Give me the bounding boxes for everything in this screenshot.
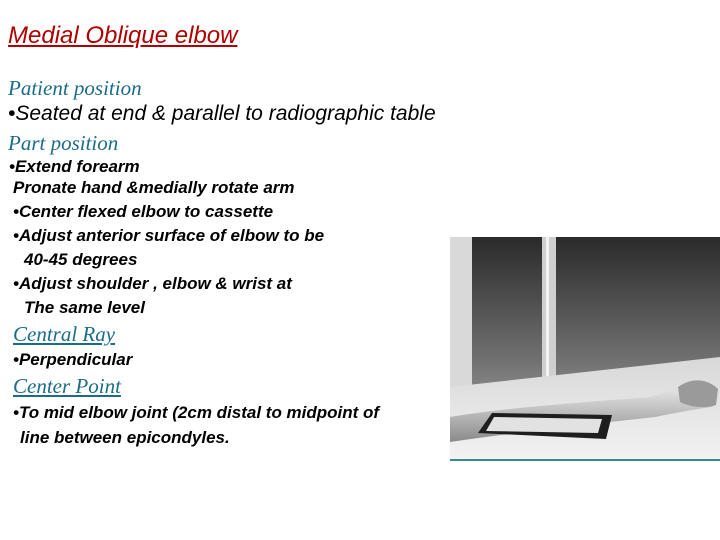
elbow-positioning-photo bbox=[450, 237, 720, 461]
part-position-line: Pronate hand &medially rotate arm bbox=[13, 178, 295, 197]
part-position-line: 40-45 degrees bbox=[24, 250, 138, 269]
center-point-line: line between epicondyles. bbox=[20, 428, 230, 447]
elbow-positioning-illustration bbox=[450, 237, 720, 459]
part-position-line: •Extend forearm bbox=[9, 157, 140, 176]
patient-position-heading: Patient position bbox=[8, 76, 142, 100]
patient-position-bullet: •Seated at end & parallel to radiographic table bbox=[8, 102, 436, 125]
part-position-heading: Part position bbox=[8, 131, 119, 155]
central-ray-bullet: •Perpendicular bbox=[13, 350, 133, 369]
part-position-line: •Center flexed elbow to cassette bbox=[13, 202, 274, 221]
center-point-line: •To mid elbow joint (2cm distal to midpoint of bbox=[13, 403, 380, 422]
slide-title: Medial Oblique elbow bbox=[8, 22, 238, 49]
central-ray-heading: Central Ray bbox=[13, 322, 116, 346]
part-position-line: The same level bbox=[24, 298, 145, 317]
part-position-line: •Adjust anterior surface of elbow to be bbox=[13, 226, 325, 245]
center-point-heading: Center Point bbox=[13, 374, 121, 398]
part-position-line: •Adjust shoulder , elbow & wrist at bbox=[13, 274, 292, 293]
